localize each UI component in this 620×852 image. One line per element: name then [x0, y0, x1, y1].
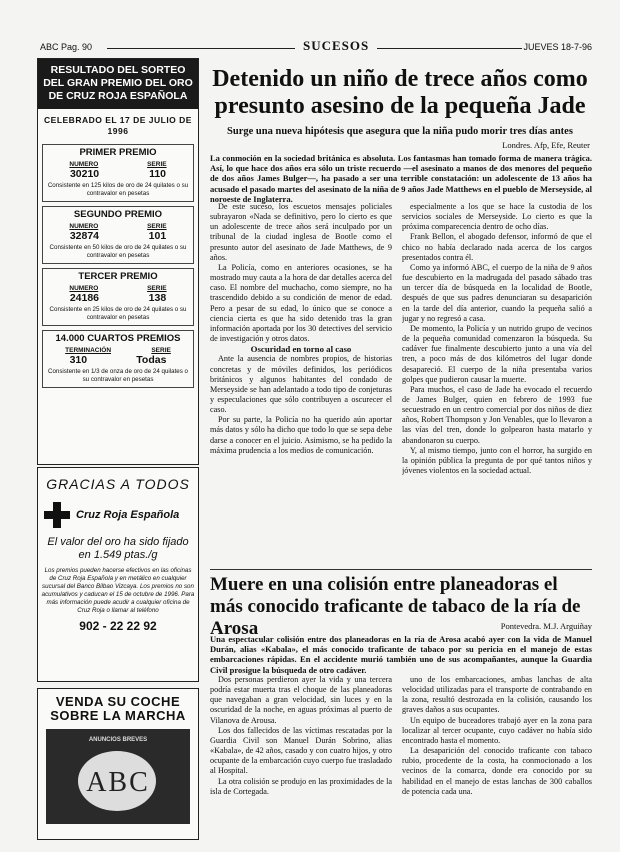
paragraph: Los dos fallecidos de las víctimas rescatadas por la Guardia Civil son Manuel Durán Sobrino, alias «Kabala», de 42 años, casado y con cuatro hijos, y otro ocupante de la embarcación cuyo cuerpo fue trasladado al Hospital.: [210, 725, 392, 776]
section-title: SUCESOS: [303, 38, 370, 53]
article2-byline: Pontevedra. M.J. Arguiñay: [500, 621, 592, 631]
paragraph: Como ya informó ABC, el cuerpo de la niña de 9 años fue descubierto en la madrugada del pasado sábado tras un tercer día de búsqueda en la localidad de Bootle, después de que sus padres denunciaran su desaparición en la tarde del día anterior, cuando la pequeña salió a jugar y no regresó a casa.: [402, 262, 592, 323]
paragraph: Para muchos, el caso de Jade ha evocado el recuerdo de James Bulger, quien en febrero de 1993 fue secuestrado en un centro comercial por dos niños de diez años, Robert Thompson y Jon Venables, que lo llevaron a las vías del tren, donde lo golpearon hasta matarlo y abandonaron su cuerpo.: [402, 384, 592, 445]
prize-col-serie: SERIE: [151, 347, 171, 354]
paragraph: Frank Bellon, el abogado defensor, informó de que el chico no había declarado nada acerca de los cargos presentados contra él.: [402, 232, 592, 262]
prize-note: Consistente en 1/3 de onza de oro de 24 quilates o su contravalor en pesetas: [47, 368, 188, 383]
header-rule-left: [107, 48, 295, 49]
cruz-roja-brand: [44, 502, 198, 528]
prize-note: Consistente en 125 kilos de oro de 24 quilates o su contravalor en pesetas: [47, 182, 189, 197]
article2-lead: Una espectacular colisión entre dos planeadoras en la ría de Arosa acabó ayer con la vida de Manuel Durán, alias «Kabala», el más conocido traficante de tabaco por su pericia en el manejo de estas embarcaciones rápidas. En el accidente murió también uno de sus acompañantes, aunque la Guardia Civil prosigue la búsqueda de otro cadáver.: [210, 634, 592, 675]
paragraph: La Policía, como en anteriores ocasiones, se ha mostrado muy cauta a la hora de dar detalles acerca del caso. El nombre del muchacho, como siempre, no ha trascendido debido a su condición de menor de edad. Pero a pesar de su edad, lo único que se conoce a ciencia cierta es que ha sido detenido tras la gran información aportada por los 30 detectives del servicio de investigación y otros datos.: [210, 262, 392, 344]
prize-number: 24186: [69, 292, 100, 304]
subheading: Oscuridad en torno al caso: [250, 344, 352, 355]
phone-number: 902 - 22 22 92: [79, 619, 157, 633]
red-cross-icon: [44, 502, 70, 528]
prize-fourth: [42, 330, 194, 388]
issue-date: JUEVES 18-7-96: [523, 42, 592, 52]
paragraph: De momento, la Policía y un nutrido grupo de vecinos de la pequeña comunidad comenzaron la búsqueda. Su cadáver fue finalmente descubierto junto a una vía del tren, a poco más de dos kilómetros del lugar donde desapareció. El cuerpo de la niña presentaba varios golpes que pudieron causar la muerte.: [402, 323, 592, 384]
prize-name: TERCER PREMIO: [78, 271, 158, 282]
prize-col-number: TERMINACIÓN: [65, 347, 112, 354]
cruz-roja-box: [37, 467, 199, 682]
page-header: [37, 40, 592, 54]
abc-logo: ABC: [86, 767, 150, 798]
prize-col-number: NUMERO: [69, 285, 99, 292]
prize-name: 14.000 CUARTOS PREMIOS: [55, 333, 181, 344]
prize-name: SEGUNDO PREMIO: [73, 209, 163, 220]
prize-third: [42, 268, 194, 326]
paragraph: Ante la ausencia de nombres propios, de historias concretas y de móviles definidos, los periódicos británicos y algunos habitantes del condado de Merseyside se han adelantado a todo tipo de conjeturas y especulaciones que sólo contribuyen a oscurecer el caso.: [210, 354, 392, 415]
ad-subtitle: ANUNCIOS BREVES: [88, 737, 148, 743]
gold-price-line1: El valor del oro ha sido fijado: [47, 536, 189, 548]
prize-serie: 101: [148, 230, 167, 242]
paragraph: La otra colisión se produjo en las proximidades de la isla de Cortegada.: [210, 776, 392, 796]
paragraph: Un equipo de buceadores trabajó ayer en la zona para localizar al tercer ocupante, cuyo cadáver no había sido encontrado hasta el momento.: [402, 715, 592, 745]
article1-title: Detenido un niño de trece años como presunto asesino de la pequeña Jade: [212, 66, 588, 119]
classified-ad: [37, 688, 199, 840]
prize-second: [42, 206, 194, 264]
paragraph: Y, al mismo tiempo, junto con el horror, ha surgido en la opinión pública la pregunta de por qué tantos niños y jóvenes violentos en la sociedad actual.: [402, 445, 592, 476]
ad-headline: [38, 695, 198, 723]
article2-column2: [402, 675, 592, 850]
prize-col-serie: SERIE: [147, 285, 167, 292]
paragraph: La desaparición del conocido traficante con tabaco rubio, procedente de la costa, ha conmocionado a los vecinos de la comarca, donde era conocido por su habilidad en el manejo de estas lanchas de 300 caballos de potencia cada una.: [402, 746, 592, 796]
prize-serie: Todas: [136, 354, 167, 366]
prize-col-number: NUMERO: [69, 161, 99, 168]
article1-subtitle: Surge una nueva hipótesis que asegura que la niña pudo morir tres días antes: [227, 126, 573, 137]
article1-lead: La conmoción en la sociedad británica es absoluta. Los fantasmas han tomado forma de manera trágica. Así, lo que hace dos años era sólo un triste recuerdo —el asesinato a manos de dos menores del pequeño de dos años James Bulger—, ha pasado a ser una terrible constatación: un adolescente de 13 años ha acusado el pasado martes del asesinato de la niña de 9 años Jade Matthews en el pueblo de Merseyside, al noroeste de Inglaterra.: [210, 153, 592, 204]
gold-price: [38, 536, 198, 562]
ad-line2: SOBRE LA MARCHA: [50, 708, 186, 723]
lottery-date: CELEBRADO EL 17 DE JULIO DE 1996: [44, 115, 192, 136]
prize-serie: 138: [148, 292, 167, 304]
gold-price-line2: en 1.549 ptas./g: [78, 549, 158, 561]
prize-note: Consistente en 50 kilos de oro de 24 quilates o su contravalor en pesetas: [49, 244, 187, 259]
prize-number: 32874: [69, 230, 100, 242]
paragraph: uno de los embarcaciones, ambas lanchas de alta velocidad utilizadas para el transporte de contrabando en la zona, resultó destrozada en la colisión, causando los graves daños a sus ocupantes.: [402, 675, 592, 715]
header-rule-right: [377, 48, 522, 49]
prize-first: [42, 144, 194, 202]
brand-label: Cruz Roja Española: [76, 509, 180, 521]
article1-byline: Londres. Afp, Efe, Reuter: [502, 140, 590, 150]
ad-logo-box: [46, 729, 190, 824]
article1-column2: [402, 202, 592, 564]
page-number: ABC Pag. 90: [40, 42, 93, 52]
paragraph: Dos personas perdieron ayer la vida y una tercera podría estar muerta tras el choque de las planeadoras que navegaban a gran velocidad, sin luces y en la oscuridad de la noche, en aguas próximas al puerto de Vilanova de Arousa.: [210, 675, 392, 725]
thanks-heading: GRACIAS A TODOS: [46, 476, 190, 492]
prize-col-serie: SERIE: [147, 223, 167, 230]
lottery-results-box: [37, 58, 199, 465]
prize-serie: 110: [149, 168, 167, 180]
article2-title: Muere en una colisión entre planeadoras el más conocido traficante de tabaco de la ría de Arosa: [210, 574, 581, 639]
claim-info: Los premios pueden hacerse efectivos en las oficinas de Cruz Roja Española y en metálico en cualquier sucursal del Banco Bilbao Vizcaya. Los premios no son acumulativos y caducan el 15 de octubre de 1996. Para más información puede acudir a cualquier oficina de Cruz Roja o llamar al teléfono: [41, 567, 195, 614]
prize-name: PRIMER PREMIO: [79, 147, 157, 158]
prize-col-serie: SERIE: [147, 161, 167, 168]
prize-number: 30210: [69, 168, 100, 180]
lottery-title: RESULTADO DEL SORTEO DEL GRAN PREMIO DEL ORO DE CRUZ ROJA ESPAÑOLA: [38, 59, 198, 109]
prize-col-number: NUMERO: [69, 223, 99, 230]
paragraph: De este suceso, los escuetos mensajes policiales subrayaron «Nada se definitivo, pero lo cierto es que un adolescente de trece años será inculpado por un tribunal de la ciudad inglesa de Bootle como el presunto autor del asesinato de Jade Matthews, de 9 años.: [210, 202, 392, 262]
paragraph: Por su parte, la Policía no ha querido aún aportar más datos y sólo ha dicho que todo lo que se sepa debe darse a conocer en el juicio. Asimismo, se ha pedido la máxima prudencia a los medios de comunicación.: [210, 415, 392, 455]
article1-column1: [210, 202, 392, 564]
ad-line1: VENDA SU COCHE: [55, 694, 181, 709]
prize-note: Consistente en 25 kilos de oro de 24 quilates o su contravalor en pesetas: [49, 306, 187, 321]
prize-number: 310: [69, 354, 88, 366]
article2-column1: [210, 675, 392, 850]
article-divider: [210, 569, 592, 570]
paragraph: especialmente a los que se hace la custodia de los servicios sociales de Merseyside. Lo cierto es que la próxima comparecencia dentro de ocho días.: [402, 202, 592, 232]
